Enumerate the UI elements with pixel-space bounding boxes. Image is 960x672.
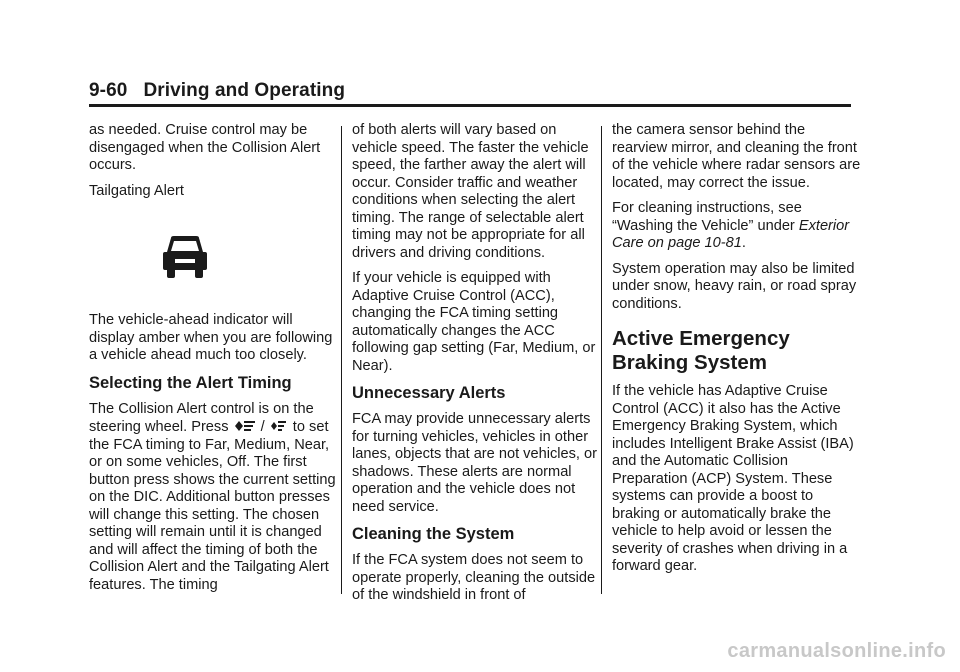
column-divider xyxy=(341,126,342,594)
tailgating-alert-label: Tailgating Alert xyxy=(89,182,184,199)
paragraph: If your vehicle is equipped with Adaptive Cruise Control (ACC), changing the FCA timing setting automatically changes the ACC following gap setting (Far, Medium, or Near). xyxy=(352,270,596,374)
header-rule xyxy=(89,104,851,107)
column-1 xyxy=(89,122,341,602)
heading-selecting-alert-timing: Selecting the Alert Timing xyxy=(89,373,292,392)
paragraph: The vehicle-ahead indicator will display amber when you are following a vehicle ahead much too closely. xyxy=(89,312,333,363)
paragraph: of both alerts will vary based on vehicle speed. The faster the vehicle speed, the farther away the alert will occur. Consider traffic and weather conditions when selecting the alert timing. The range of selectable alert timing may not be appropriate for all drivers and driving conditions. xyxy=(352,122,589,261)
column-3 xyxy=(612,122,864,584)
vehicle-ahead-icon-container xyxy=(89,208,281,312)
vehicle-ahead-icon xyxy=(161,234,209,280)
cross-reference-link[interactable]: Exterior Care on page 10-81 xyxy=(612,217,850,251)
column-2 xyxy=(352,122,604,613)
section-title: Driving and Operating xyxy=(143,80,346,101)
watermark: carmanualsonline.info xyxy=(727,640,946,662)
alert-timing-near-icon xyxy=(269,418,289,434)
paragraph: If the FCA system does not seem to operate properly, cleaning the outside of the windshield in front of xyxy=(352,552,596,603)
paragraph: System operation may also be limited under snow, heavy rain, or road spray conditions. xyxy=(612,260,857,312)
heading-unnecessary-alerts: Unnecessary Alerts xyxy=(352,384,506,402)
paragraph: the camera sensor behind the rearview mirror, and cleaning the front of the vehicle where radar sensors are located, may correct the issue. xyxy=(612,122,861,191)
paragraph: as needed. Cruise control may be disengaged when the Collision Alert occurs. xyxy=(89,122,321,173)
alert-timing-far-icon xyxy=(233,418,257,434)
paragraph: FCA may provide unnecessary alerts for turning vehicles, vehicles in other lanes, objects that are not vehicles, or shadows. These alerts are normal operation and the vehicle does not need service. xyxy=(352,411,597,515)
paragraph: For cleaning instructions, see “Washing the Vehicle” under Exterior Care on page 10-81. xyxy=(612,200,850,251)
page-number: 9-60 xyxy=(89,80,128,101)
heading-cleaning-the-system: Cleaning the System xyxy=(352,525,515,543)
page-header xyxy=(89,80,345,102)
paragraph: The Collision Alert control is on the steering wheel. Press / to set the FCA timing to Far, Medium, Near, or on some vehicles, Off. The first button press shows the current setting on the DIC. Additional button presses will change this setting. The chosen setting will remain until it is changed and will affect the timing of both the Collision Alert and the Tailgating Alert features. The timing xyxy=(89,400,336,593)
paragraph: If the vehicle has Adaptive Cruise Control (ACC) it also has the Active Emergency Braking System, which includes Intelligent Brake Assist (IBA) and the Automatic Collision Preparation (ACP) System. These systems can provide a boost to braking or automatically brake the vehicle to help avoid or lessen the severity of crashes when driving in a forward gear. xyxy=(612,383,854,574)
heading-active-emergency-braking: Active Emergency Braking System xyxy=(612,327,790,374)
